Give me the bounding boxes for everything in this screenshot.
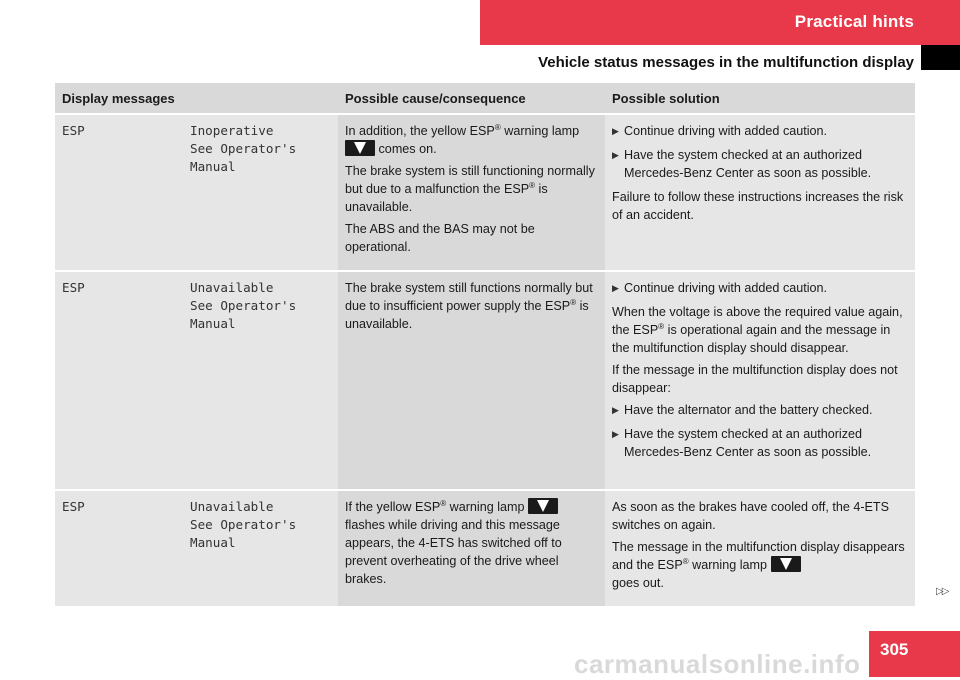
display-message-detail: Unavailable See Operator's Manual <box>183 271 338 490</box>
table-row <box>55 271 915 490</box>
display-message-detail: Inoperative See Operator's Manual <box>183 114 338 271</box>
solution-cell: ▶ Continue driving with added caution. When the voltage is above the required value again, the ESP® is operational again and the message in the multifunction display should disappear. If the message in the multifunction display does not disappear: ▶ Have the alternator and the battery checked. ▶ Have the system checked at an authorized Mercedes-Benz Center as soon as possible. <box>605 271 915 490</box>
section-title: Practical hints <box>794 12 914 31</box>
bullet-arrow-icon: ▶ <box>612 283 619 293</box>
col-header-solution: Possible solution <box>605 83 915 114</box>
bullet-arrow-icon: ▶ <box>612 150 619 160</box>
esp-warning-lamp-icon <box>771 556 801 572</box>
table-header-row <box>55 83 915 114</box>
continue-arrow-icon: ▷▷ <box>936 586 948 597</box>
esp-warning-lamp-icon <box>345 140 375 156</box>
status-messages-table <box>55 83 915 606</box>
page-number: 305 <box>880 640 909 659</box>
cause-cell: The brake system still functions normally but due to insufficient power supply the ESP® is unavailable. <box>338 271 605 490</box>
col-header-display-messages: Display messages <box>55 83 338 114</box>
page-subtitle: Vehicle status messages in the multifunction display <box>538 54 914 71</box>
table-row <box>55 490 915 606</box>
table-row <box>55 114 915 271</box>
solution-cell: ▶ Continue driving with added caution. ▶ Have the system checked at an authorized Mercedes-Benz Center as soon as possible. Failure to follow these instructions increases the risk of an accident. <box>605 114 915 271</box>
cause-cell: In addition, the yellow ESP® warning lamp comes on. The brake system is still functioning normally but due to a malfunction the ESP® is unavailable. The ABS and the BAS may not be operational. <box>338 114 605 271</box>
cause-cell: If the yellow ESP® warning lamp flashes while driving and this message appears, the 4-ETS has switched off to prevent overheating of the drive wheel brakes. <box>338 490 605 606</box>
bullet-arrow-icon: ▶ <box>612 126 619 136</box>
thumb-marker <box>921 45 960 70</box>
solution-cell: As soon as the brakes have cooled off, the 4-ETS switches on again. The message in the multifunction display disappears and the ESP® warning lamp goes out. <box>605 490 915 606</box>
col-header-cause: Possible cause/consequence <box>338 83 605 114</box>
bullet-arrow-icon: ▶ <box>612 429 619 439</box>
display-message: ESP <box>55 114 183 271</box>
watermark: carmanualsonline.info <box>574 649 861 679</box>
display-message-detail: Unavailable See Operator's Manual <box>183 490 338 606</box>
bullet-arrow-icon: ▶ <box>612 405 619 415</box>
esp-warning-lamp-icon <box>528 498 558 514</box>
display-message: ESP <box>55 490 183 606</box>
display-message: ESP <box>55 271 183 490</box>
